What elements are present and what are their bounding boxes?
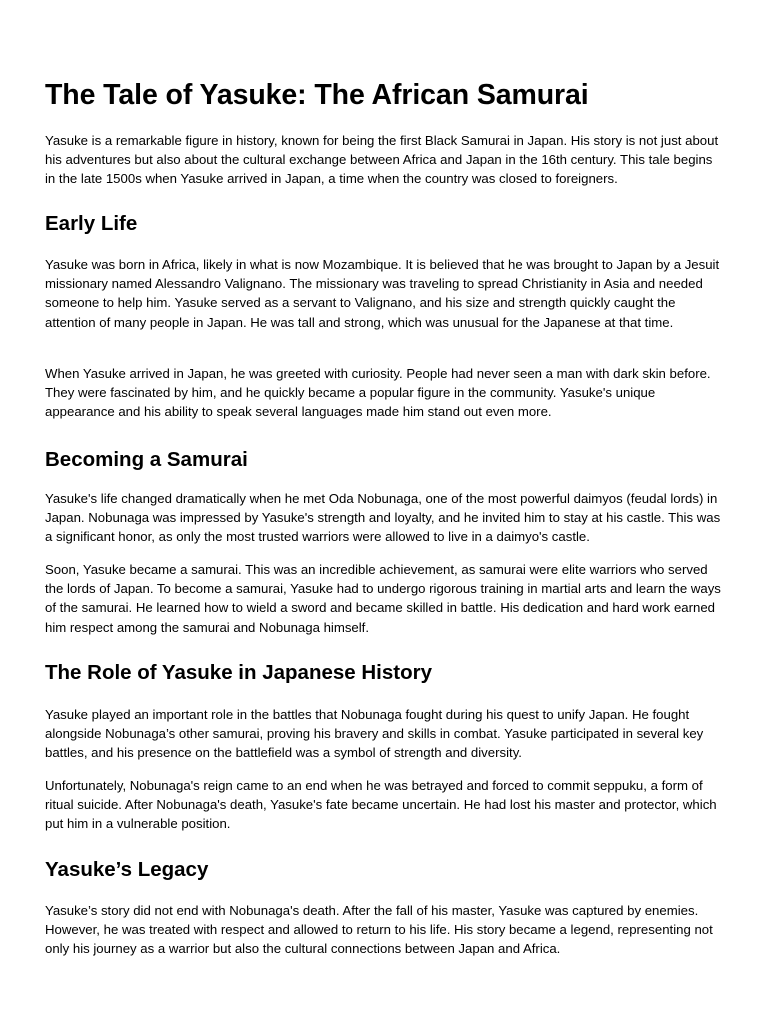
early-life-paragraph-1: Yasuke was born in Africa, likely in what is now Mozambique. It is believed that he was brought to Japan by a Jesuit missionary named Alessandro Valignano. The missionary was traveling to spread Christianity in Asia and needed someone to help him. Yasuke served as a servant to Valignano, and his size and strength quickly caught the attention of many people in Japan. He was tall and strong, which was unusual for the Japanese at that time. [45, 257, 720, 330]
section-heading-legacy: Yasuke’s Legacy [45, 858, 209, 881]
section-heading-early-life: Early Life [45, 212, 138, 235]
section-heading-role-in-history: The Role of Yasuke in Japanese History [45, 661, 432, 684]
legacy-paragraph-1: Yasuke’s story did not end with Nobunaga's death. After the fall of his master, Yasuke was captured by enemies. However, he was treated with respect and allowed to return to his life. His story became a legend, representing not only his journey as a warrior but also the cultural connections between Japan and Africa. [45, 903, 713, 957]
page-title: The Tale of Yasuke: The African Samurai [45, 79, 589, 111]
role-paragraph-1: Yasuke played an important role in the battles that Nobunaga fought during his quest to unify Japan. He fought alongside Nobunaga’s other samurai, proving his bravery and skills in combat. Yasuke participated in several key battles, and his presence on the battlefield was a symbol of strength and diversity. [45, 707, 704, 761]
becoming-samurai-paragraph-2: Soon, Yasuke became a samurai. This was an incredible achievement, as samurai were elite warriors who served the lords of Japan. To become a samurai, Yasuke had to undergo rigorous training in martial arts and learn the ways of the samurai. He learned how to wield a sword and became skilled in battle. His dedication and hard work earned him respect among the samurai and Nobunaga himself. [45, 562, 721, 635]
section-heading-becoming-a-samurai: Becoming a Samurai [45, 448, 248, 471]
early-life-paragraph-2: When Yasuke arrived in Japan, he was greeted with curiosity. People had never seen a man with dark skin before. They were fascinated by him, and he quickly became a popular figure in the community. Yasuke's unique appearance and his ability to speak several languages made him stand out even more. [45, 366, 711, 420]
becoming-samurai-paragraph-1: Yasuke's life changed dramatically when he met Oda Nobunaga, one of the most powerful daimyos (feudal lords) in Japan. Nobunaga was impressed by Yasuke's strength and loyalty, and he invited him to stay at his castle. This was a significant honor, as only the most trusted warriors were allowed to live in a daimyo's castle. [45, 491, 721, 545]
intro-paragraph: Yasuke is a remarkable figure in history, known for being the first Black Samurai in Japan. His story is not just about his adventures but also about the cultural exchange between Africa and Japan in the 16th century. This tale begins in the late 1500s when Yasuke arrived in Japan, a time when the country was closed to foreigners. [45, 133, 719, 187]
role-paragraph-2: Unfortunately, Nobunaga's reign came to an end when he was betrayed and forced to commit seppuku, a form of ritual suicide. After Nobunaga's death, Yasuke's fate became uncertain. He had lost his master and protector, which put him in a vulnerable position. [45, 778, 717, 832]
